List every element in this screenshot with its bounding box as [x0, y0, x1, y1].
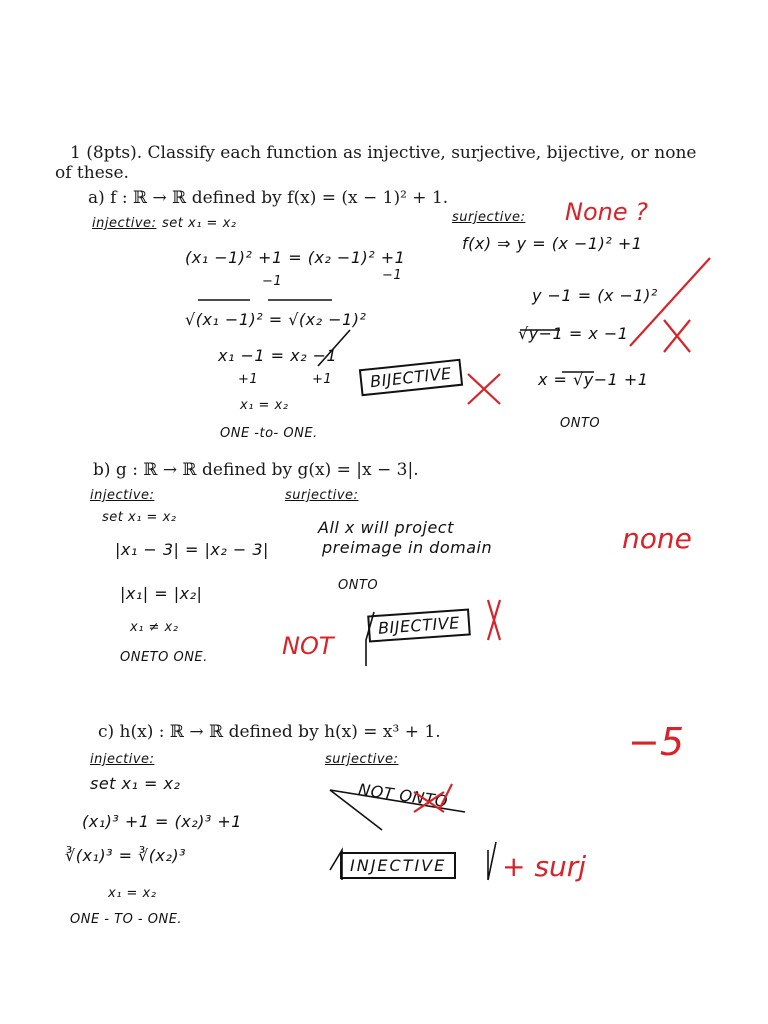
- part-b-surj-line: All x will project: [318, 518, 454, 537]
- part-b-grader-note: none: [622, 522, 692, 555]
- box-corner: [488, 842, 496, 880]
- part-a-surj-line: √y−1 = x −1: [518, 324, 629, 343]
- part-c-injective-label: injective:: [90, 752, 155, 767]
- part-b-statement: b) g : ℝ → ℝ defined by g(x) = |x − 3|.: [93, 460, 419, 480]
- red-cross-icon: [488, 600, 500, 640]
- score-mark: −5: [628, 720, 685, 764]
- part-a-grader-note: None ?: [565, 198, 648, 226]
- part-a-inj-line: +1: [312, 372, 333, 387]
- part-b-surj-line: preimage in domain: [322, 538, 493, 557]
- part-a-onto: ONTO: [560, 416, 601, 431]
- part-a-injective-label: injective:: [92, 216, 157, 231]
- part-b-injective-label: injective:: [90, 488, 155, 503]
- part-c-inj-line: ONE - TO - ONE.: [70, 912, 183, 927]
- red-cross-icon: [664, 320, 690, 352]
- part-b-answer-box: BIJECTIVE: [367, 608, 470, 642]
- part-a-inj-line: x₁ −1 = x₂ −1: [218, 346, 338, 365]
- part-c-inj-line: ∛(x₁)³ = ∛(x₂)³: [65, 846, 187, 865]
- part-c-surjective-label: surjective:: [325, 752, 399, 767]
- part-a-inj-line: −1: [382, 268, 403, 283]
- part-c-inj-line: x₁ = x₂: [108, 886, 157, 901]
- part-b-inj-line: |x₁ − 3| = |x₂ − 3|: [115, 540, 269, 559]
- part-a-inj-line: −1: [262, 274, 283, 289]
- part-a-answer-box: BIJECTIVE: [359, 359, 463, 396]
- part-a-inj-line: ONE -to- ONE.: [220, 426, 318, 441]
- part-b-surjective-label: surjective:: [285, 488, 359, 503]
- part-b-inj-line: set x₁ = x₂: [102, 510, 177, 525]
- part-a-inj-line: √(x₁ −1)² = √(x₂ −1)²: [185, 310, 367, 329]
- part-b-inj-line: x₁ ≠ x₂: [130, 620, 179, 635]
- red-cross-icon: [468, 374, 500, 404]
- problem-header-cont: of these.: [55, 163, 129, 183]
- part-c-inj-line: set x₁ = x₂: [90, 774, 181, 793]
- part-a-inj-line: x₁ = x₂: [240, 398, 289, 413]
- part-c-inj-line: (x₁)³ +1 = (x₂)³ +1: [82, 812, 242, 831]
- part-a-surj-line: f(x) ⇒ y = (x −1)² +1: [462, 234, 643, 253]
- part-a-surj-line: y −1 = (x −1)²: [532, 286, 658, 305]
- part-c-statement: c) h(x) : ℝ → ℝ defined by h(x) = x³ + 1.: [98, 722, 441, 742]
- part-c-grader-note: + surj: [502, 850, 586, 883]
- part-b-onto: ONTO: [338, 578, 379, 593]
- part-a-surjective-label: surjective:: [452, 210, 526, 225]
- part-c-not-onto: NOT ONTO: [357, 779, 450, 812]
- part-a-surj-line: x = √y−1 +1: [538, 370, 649, 389]
- part-a-inj-line: +1: [238, 372, 259, 387]
- problem-header: 1 (8pts). Classify each function as injective, surjective, bijective, or none: [70, 143, 697, 163]
- part-c-answer-box: INJECTIVE: [340, 852, 456, 879]
- part-b-inj-line: |x₁| = |x₂|: [120, 584, 203, 603]
- part-a-statement: a) f : ℝ → ℝ defined by f(x) = (x − 1)² + 1.: [88, 188, 449, 208]
- part-a-inj-line: set x₁ = x₂: [162, 216, 237, 231]
- part-b-answer-prefix: NOT: [282, 632, 334, 660]
- part-a-inj-line: (x₁ −1)² +1 = (x₂ −1)² +1: [185, 248, 406, 267]
- part-b-inj-line: ONETO ONE.: [120, 650, 208, 665]
